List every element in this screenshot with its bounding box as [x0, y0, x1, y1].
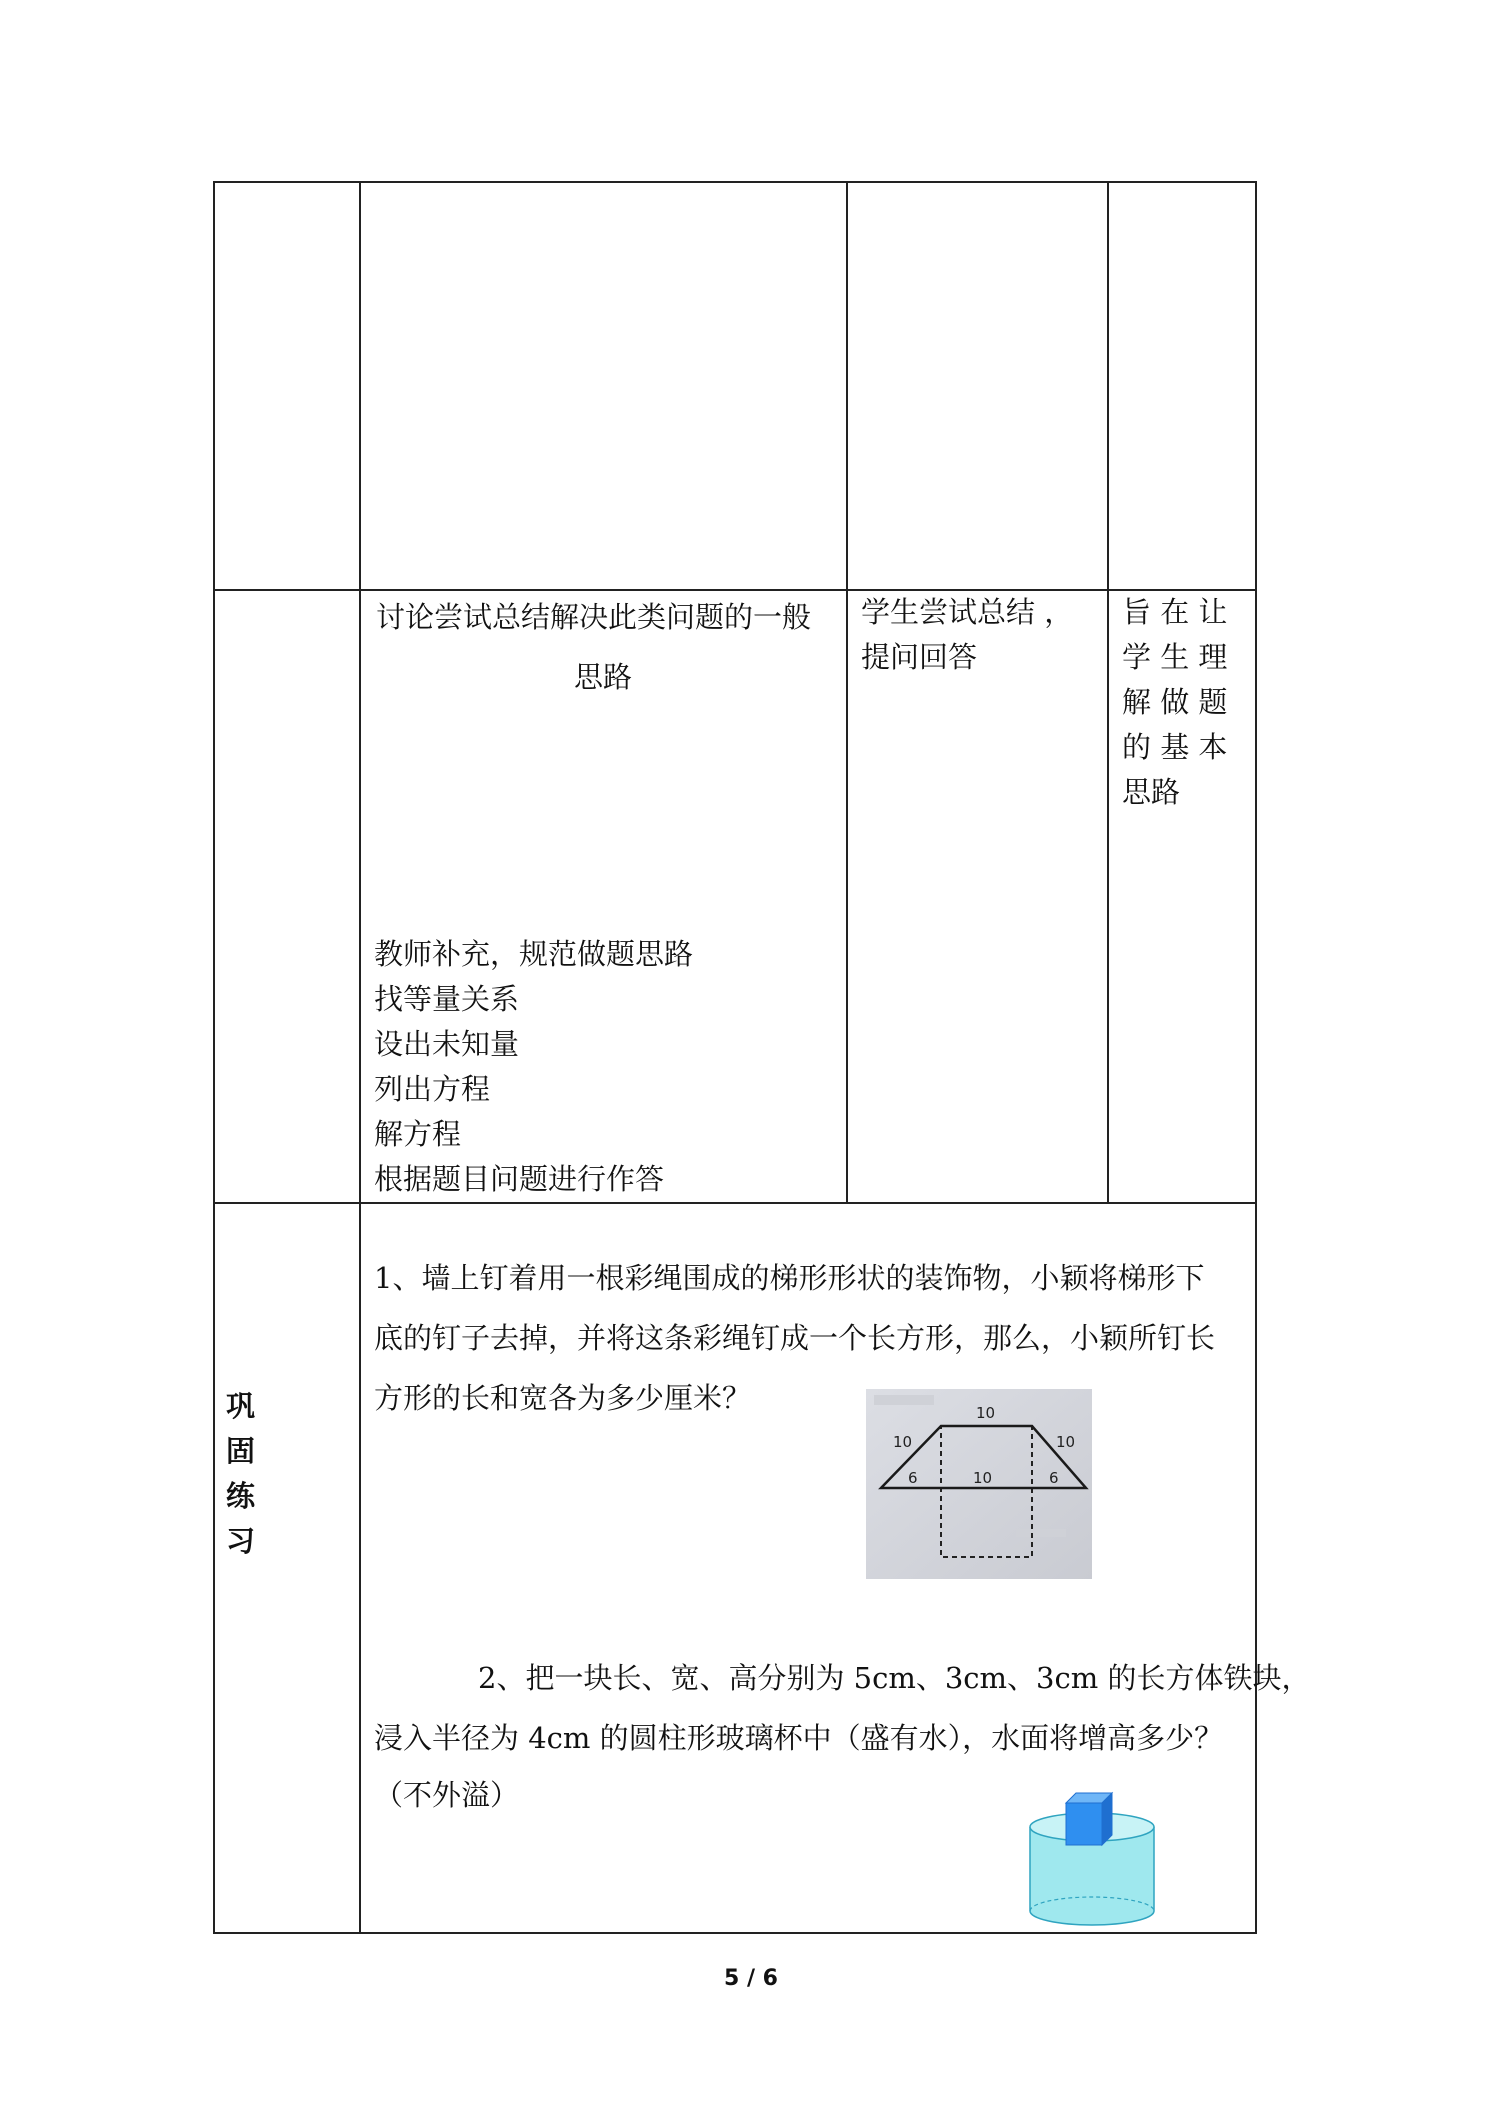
- intent-line-3: 解 做 题: [1122, 685, 1228, 719]
- problem2-line-1: 2、把一块长、宽、高分别为 5cm、3cm、3cm 的长方体铁块，: [478, 1661, 1311, 1695]
- col2-divider: [846, 181, 848, 1204]
- problem1-line-3: 方形的长和宽各为多少厘米？: [374, 1381, 752, 1415]
- problem1-line-2: 底的钉子去掉，并将这条彩绳钉成一个长方形，那么，小颖所钉长: [374, 1321, 1216, 1355]
- col3-divider: [1107, 181, 1109, 1204]
- content-heading-line1: 讨论尝试总结解决此类问题的一般: [376, 600, 812, 634]
- page-number: 5 / 6: [724, 1966, 778, 1991]
- figure1-label-left: 10: [893, 1433, 913, 1451]
- student-line-1: 学生尝试总结 ，: [861, 595, 1074, 629]
- teacher-line-6: 根据题目问题进行作答: [374, 1162, 665, 1196]
- intent-line-1: 旨 在 让: [1122, 595, 1228, 629]
- content-heading-line2: 思路: [574, 660, 633, 694]
- col1-divider: [359, 181, 361, 1934]
- intent-line-4: 的 基 本: [1122, 730, 1228, 764]
- section-label-char-2: 固: [226, 1434, 256, 1468]
- figure1-label-mid-base: 10: [973, 1469, 993, 1487]
- figure1-label-right: 10: [1056, 1433, 1076, 1451]
- trapezoid-figure: [866, 1389, 1092, 1579]
- problem2-line-2: 浸入半径为 4cm 的圆柱形玻璃杯中（盛有水），水面将增高多少？: [374, 1721, 1224, 1755]
- teacher-line-2: 找等量关系: [374, 982, 520, 1016]
- table-bottom-border: [213, 1932, 1257, 1934]
- intent-line-2: 学 生 理: [1122, 640, 1228, 674]
- row1-bottom-border: [213, 589, 1257, 591]
- teacher-line-5: 解方程: [374, 1117, 462, 1151]
- cylinder-with-cube-figure: [1022, 1789, 1162, 1931]
- section-label-char-3: 练: [226, 1479, 256, 1513]
- row2-bottom-border: [213, 1202, 1257, 1204]
- teacher-line-3: 设出未知量: [374, 1027, 520, 1061]
- intent-line-5: 思路: [1122, 775, 1181, 809]
- table-left-border: [213, 181, 215, 1934]
- table-top-border: [213, 181, 1257, 183]
- figure1-label-left-base: 6: [908, 1469, 918, 1487]
- section-label-char-1: 巩: [226, 1389, 256, 1423]
- teacher-line-1: 教师补充，规范做题思路: [374, 937, 694, 971]
- problem2-line-3: （不外溢）: [374, 1778, 520, 1812]
- section-label-char-4: 习: [226, 1524, 256, 1558]
- problem1-line-1: 1、墙上钉着用一根彩绳围成的梯形形状的装饰物，小颖将梯形下: [374, 1261, 1205, 1295]
- student-line-2: 提问回答: [861, 640, 978, 674]
- teacher-line-4: 列出方程: [374, 1072, 491, 1106]
- figure1-label-right-base: 6: [1049, 1469, 1059, 1487]
- figure1-label-top: 10: [976, 1404, 996, 1422]
